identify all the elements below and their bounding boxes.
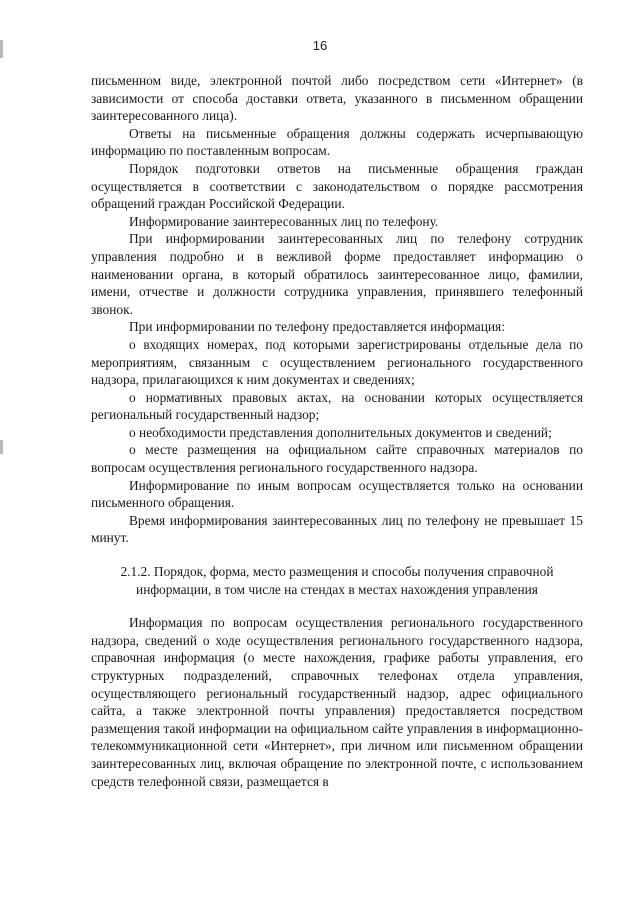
paragraph: При информировании заинтересованных лиц по телефону сотрудник управления подробно и в вежливой форме предоставляет информацию о наименовании органа, в который обратилось заинтересованное лицо, фамилии, имени, отчестве и должности сотрудника управления, принявшего телефонный звонок. (91, 231, 583, 317)
list-item: о месте размещения на официальном сайте справочных материалов по вопросам осуществления регионального государственного надзора. (91, 442, 583, 476)
list-item: о нормативных правовых актах, на основании которых осуществляется региональный государственный надзор; (91, 389, 583, 423)
list-item: о необходимости представления дополнительных документов и сведений; (129, 424, 552, 440)
list-item: о входящих номерах, под которыми зарегистрированы отдельные дела по мероприятиям, связанным с осуществлением регионального государственного надзора, прилагающихся к ним документах и сведениях; (91, 336, 583, 388)
paragraph: Информация по вопросам осуществления регионального государственного надзора, сведений о ходе осуществления регионального государственного надзора, справочная информация (о месте нахождения, графике работы управления, его структурных подразделений, справочных телефонах отдела управления, осуществляющего региональный государственный надзор, адрес официального сайта, а также электронной почты управления) предоставляется посредством размещения такой информации на официальном сайте управления в информационно-телекоммуникационной сети «Интернет», при личном или письменном обращении заинтересованных лиц, включая обращение по электронной почте, с использованием средств телефонной связи, размещается в (91, 615, 583, 789)
paragraph: Информирование заинтересованных лиц по телефону. (129, 213, 439, 229)
paragraph: При информировании по телефону предоставляется информация: (129, 319, 505, 335)
document-body (91, 72, 583, 790)
paragraph: Информирование по иным вопросам осуществляется только на основании письменного обращения. (91, 477, 583, 511)
paragraph: Порядок подготовки ответов на письменные обращения граждан осуществляется в соответствии с законодательством о порядке рассмотрения обращений граждан Российской Федерации. (91, 160, 583, 212)
scan-edge-mark (0, 440, 3, 454)
section-heading: 2.1.2. Порядок, форма, место размещения и способы получения справочной информации, в том числе на стендах в местах нахождения управления (120, 564, 554, 597)
paragraph: Время информирования заинтересованных лиц по телефону не превышает 15 минут. (91, 512, 583, 546)
paragraph: письменном виде, электронной почтой либо посредством сети «Интернет» (в зависимости от способа доставки ответа, указанного в письменном обращении заинтересованного лица). (91, 73, 583, 124)
paragraph: Ответы на письменные обращения должны содержать исчерпывающую информацию по поставленным вопросам. (91, 125, 583, 159)
page-number: 16 (312, 38, 328, 53)
